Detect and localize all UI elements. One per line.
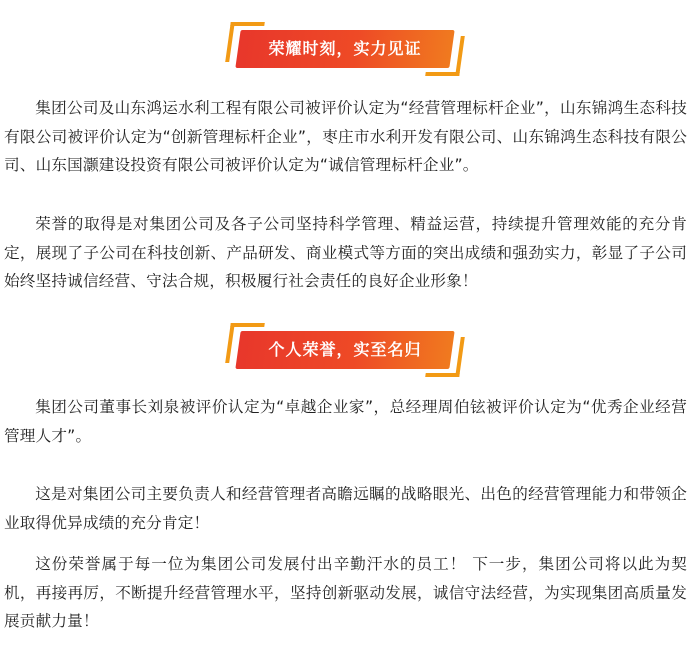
paragraph-leadership-recognition: 这是对集团公司主要负责人和经营管理者高瞻远瞩的战略眼光、出色的经营管理能力和带领企业取得优异成绩的充分肯定！ (4, 485, 687, 532)
section-banner-personal-honor (0, 323, 691, 375)
paragraph-award-significance: 荣誉的取得是对集团公司及各子公司坚持科学管理、精益运营，持续提升管理效能的充分肯定，展现了子公司在科技创新、产品研发、商业模式等方面的突出成绩和强劲实力，彰显了子公司始终坚持诚信经营、守法合规，积极履行社会责任的良好企业形象！ (4, 215, 687, 290)
section-title: 荣耀时刻，实力见证 (268, 39, 422, 58)
paragraph-personal-awards: 集团公司董事长刘泉被评价认定为“卓越企业家”，总经理周伯铉被评价认定为“优秀企业经营管理人才”。 (4, 398, 687, 445)
paragraph-enterprise-awards: 集团公司及山东鸿运水利工程有限公司被评价认定为“经营管理标杆企业”，山东锦鸿生态科技有限公司被评价认定为“创新管理标杆企业”，枣庄市水利开发有限公司、山东锦鸿生态科技有限公司、山东国灏建设投资有限公司被评价认定为“诚信管理标杆企业”。 (4, 99, 687, 174)
section-title: 个人荣誉，实至名归 (268, 340, 422, 359)
paragraph-next-steps: 这份荣誉属于每一位为集团公司发展付出辛勤汗水的员工！ 下一步，集团公司将以此为契机，再接再厉，不断提升经营管理水平，坚持创新驱动发展，诚信守法经营，为实现集团高质量发展贡献力量！ (4, 555, 687, 630)
section-banner-honor-moment (0, 22, 691, 74)
